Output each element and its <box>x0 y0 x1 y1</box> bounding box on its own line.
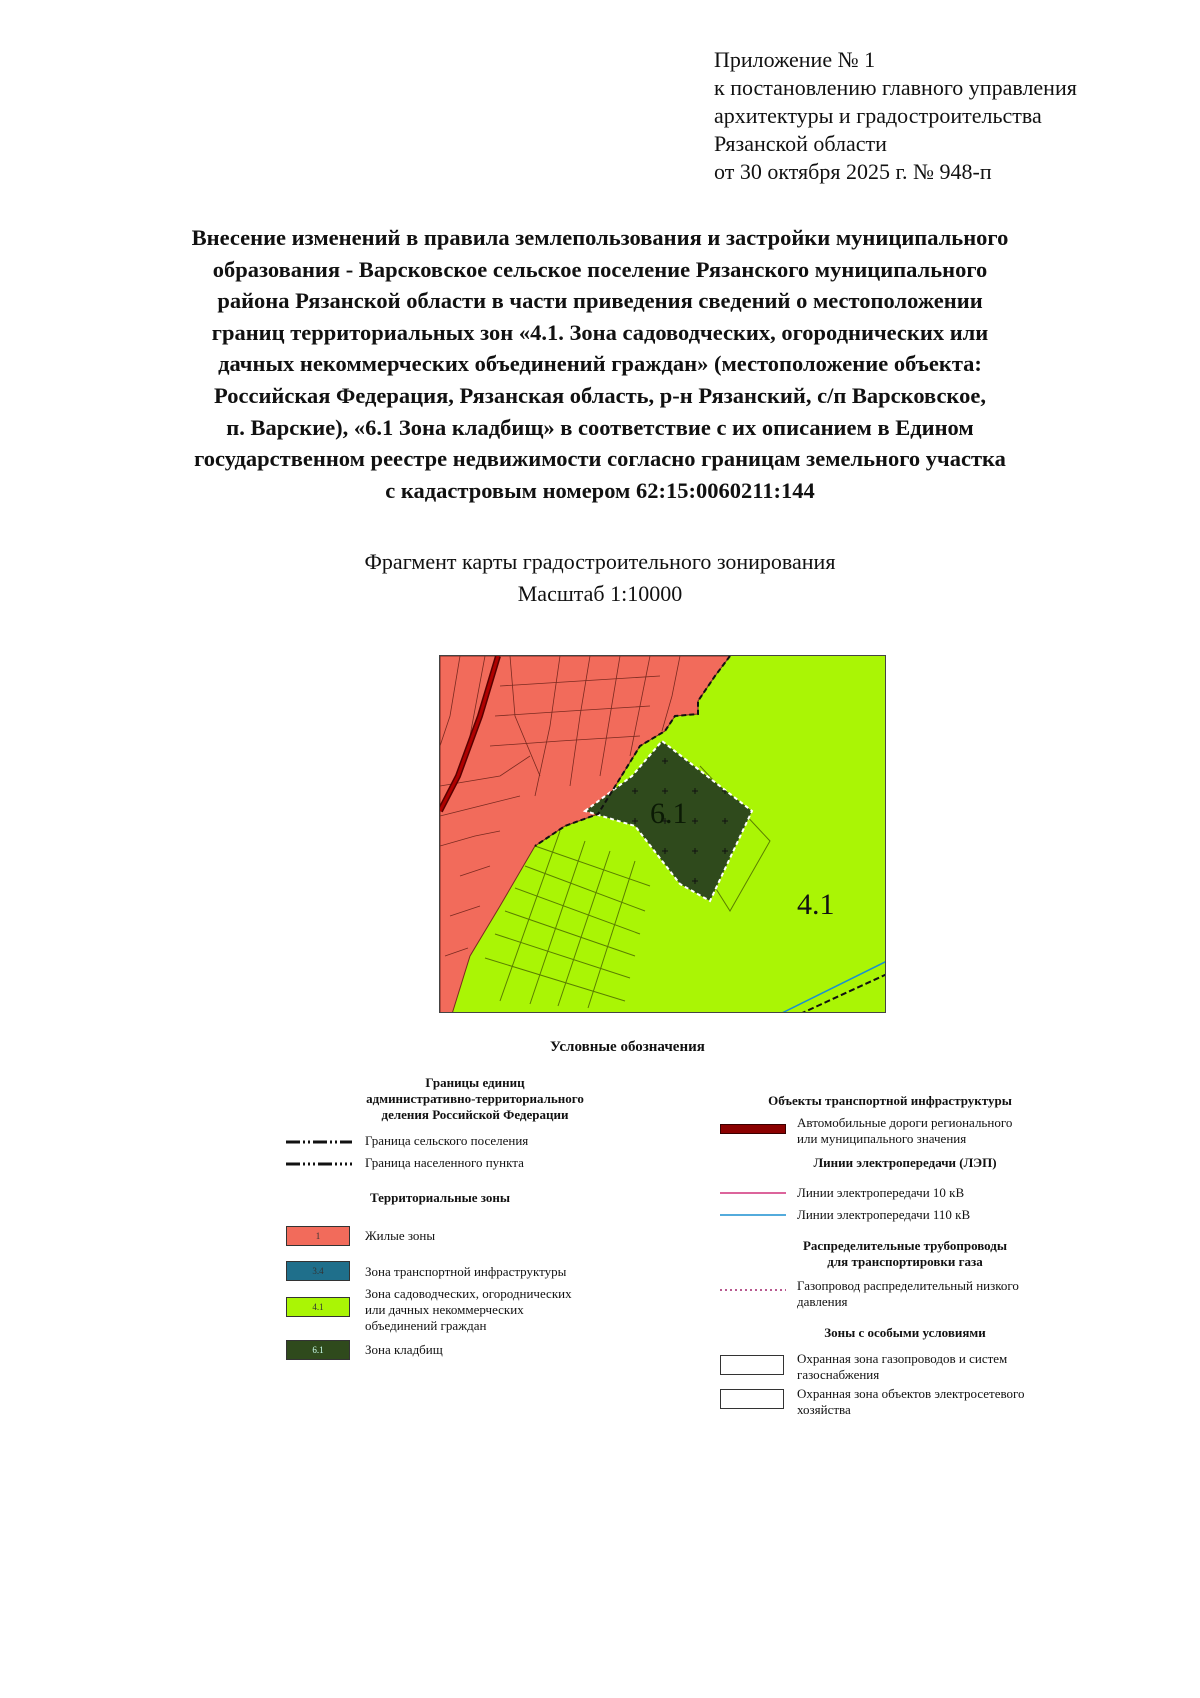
legend-title: Условные обозначения <box>550 1039 705 1055</box>
legend-gas-heading: Распределительные трубопроводы для транспортировки газа <box>802 1238 1008 1269</box>
legend-rural-boundary: Граница сельского поселения <box>365 1133 529 1148</box>
appendix-line: Рязанской области <box>714 131 887 156</box>
legend-zones-heading: Территориальные зоны <box>369 1190 511 1205</box>
map-scale: Масштаб 1:10000 <box>517 581 683 606</box>
swatch-residential: 1 <box>286 1226 350 1246</box>
swatch-transport: 3.4 <box>286 1261 350 1281</box>
legend-zone-gardens: Зона садоводческих, огороднических или дачных некоммерческих объединений граждан <box>365 1286 572 1333</box>
appendix-line: к постановлению главного управления <box>714 75 1077 100</box>
map-caption-title: Фрагмент карты градостроительного зонирования <box>364 549 836 574</box>
legend-power-protection: Охранная зона объектов электросетевого хозяйства <box>797 1386 1025 1417</box>
power-110kv-symbol <box>720 1212 786 1218</box>
swatch-power-protection <box>720 1389 784 1409</box>
title-line: образования - Варсковское сельское поселение Рязанского муниципального <box>212 256 988 282</box>
legend-gas-protection: Охранная зона газопроводов и систем газоснабжения <box>797 1351 1008 1382</box>
title-line: Внесение изменений в правила землепользования и застройки муниципального <box>191 225 1009 250</box>
title-line: Российская Федерация, Рязанская область, р-н Рязанский, с/п Варсковское, <box>214 382 986 408</box>
gas-pipeline-symbol <box>720 1287 786 1293</box>
settlement-boundary-symbol <box>286 1160 352 1168</box>
legend-road: Автомобильные дороги регионального или муниципального значения <box>797 1115 1013 1146</box>
road-symbol <box>720 1124 786 1134</box>
swatch-gas-protection <box>720 1355 784 1375</box>
title-line: района Рязанской области в части приведения сведений о местоположении <box>217 288 983 314</box>
legend-zone-residential: Жилые зоны <box>365 1228 436 1243</box>
zoning-map <box>439 655 886 1013</box>
document-title <box>150 222 1050 506</box>
legend-power-10kv: Линии электропередачи 10 кВ <box>797 1185 965 1200</box>
appendix-line: архитектуры и градостроительства <box>714 103 1042 128</box>
legend-special-heading: Зоны с особыми условиями <box>824 1325 986 1340</box>
zoning-map-svg <box>440 656 886 1013</box>
legend-zone-transport: Зона транспортной инфраструктуры <box>365 1264 567 1279</box>
legend-transport-heading: Объекты транспортной инфраструктуры <box>768 1093 1012 1108</box>
map-caption <box>250 546 950 610</box>
swatch-cemetery: 6.1 <box>286 1340 350 1360</box>
rural-boundary-symbol <box>286 1138 352 1146</box>
label-cemetery: 6.1 <box>650 797 688 830</box>
appendix-line: Приложение № 1 <box>714 47 876 72</box>
legend-gas-pipeline: Газопровод распределительный низкого давления <box>797 1278 1019 1309</box>
title-line: дачных некоммерческих объединений граждан» (местоположение объекта: <box>218 351 982 377</box>
title-line: п. Варские), «6.1 Зона кладбищ» в соответствие с их описанием в Едином <box>226 414 974 440</box>
title-line: границ территориальных зон «4.1. Зона садоводческих, огороднических или <box>211 319 989 345</box>
appendix-line: от 30 октября 2025 г. № 948-п <box>714 159 992 184</box>
legend-zone-cemetery: Зона кладбищ <box>365 1342 443 1357</box>
title-line: с кадастровым номером 62:15:0060211:144 <box>385 477 815 503</box>
title-line: государственном реестре недвижимости согласно границам земельного участка <box>194 446 1006 472</box>
label-gardens: 4.1 <box>797 888 835 921</box>
power-10kv-symbol <box>720 1190 786 1196</box>
map-legend <box>280 1035 1080 1435</box>
appendix-block <box>714 46 1174 186</box>
legend-power-110kv: Линии электропередачи 110 кВ <box>797 1207 971 1222</box>
legend-power-heading: Линии электропередачи (ЛЭП) <box>813 1155 997 1170</box>
legend-admin-heading: Границы единиц административно-территориального деления Российской Федерации <box>366 1075 584 1122</box>
legend-settlement-boundary: Граница населенного пункта <box>365 1155 524 1170</box>
swatch-gardens: 4.1 <box>286 1297 350 1317</box>
